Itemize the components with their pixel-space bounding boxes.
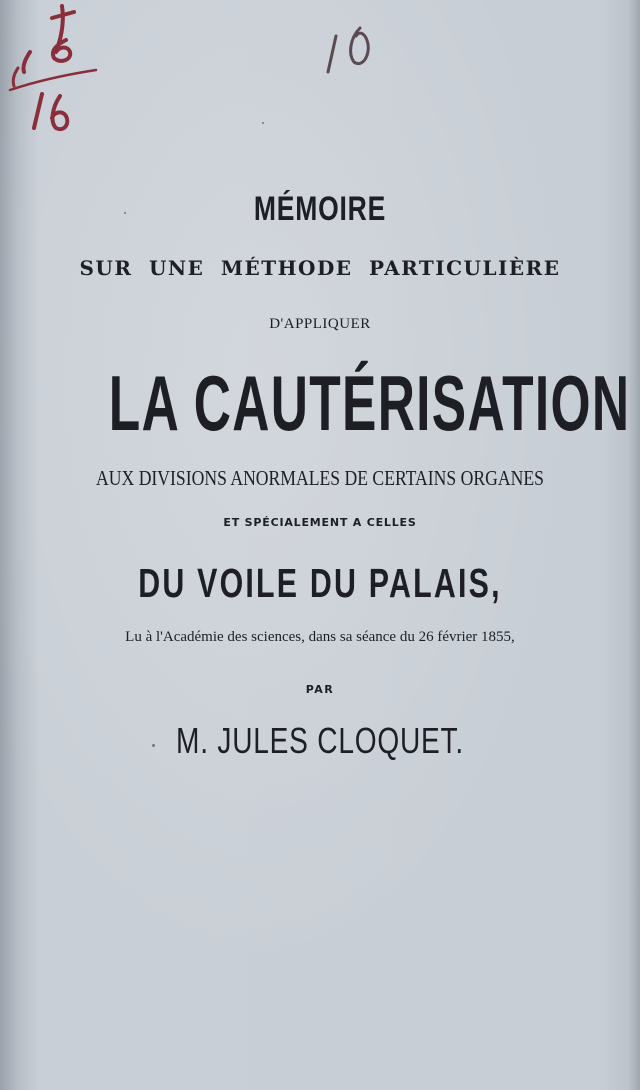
bleed-through-title: [132, 118, 548, 148]
document-subtitle: SUR UNE MÉTHODE PARTICULIÈRE: [79, 256, 561, 280]
divisions-line: AUX DIVISIONS ANORMALES DE CERTAINS ORGANES: [96, 466, 544, 490]
organ-title: DU VOILE DU PALAIS,: [138, 560, 502, 606]
by-line: PAR: [305, 683, 335, 696]
document-title: MÉMOIRE: [253, 190, 387, 228]
read-at-line: Lu à l'Académie des sciences, dans sa séance du 26 février 1855,: [125, 629, 515, 645]
ink-speck: [152, 744, 155, 747]
applying-line: D'APPLIQUER: [269, 316, 371, 332]
ink-speck: [262, 122, 264, 124]
handwritten-top-note: [320, 10, 390, 80]
author-name: M. JULES CLOQUET.: [176, 720, 464, 761]
especially-line: ET SPÉCIALEMENT A CELLES: [223, 516, 417, 529]
handwritten-corner-note: [0, 0, 130, 150]
ink-speck: [124, 212, 126, 214]
main-title: LA CAUTÉRISATION: [108, 359, 631, 447]
